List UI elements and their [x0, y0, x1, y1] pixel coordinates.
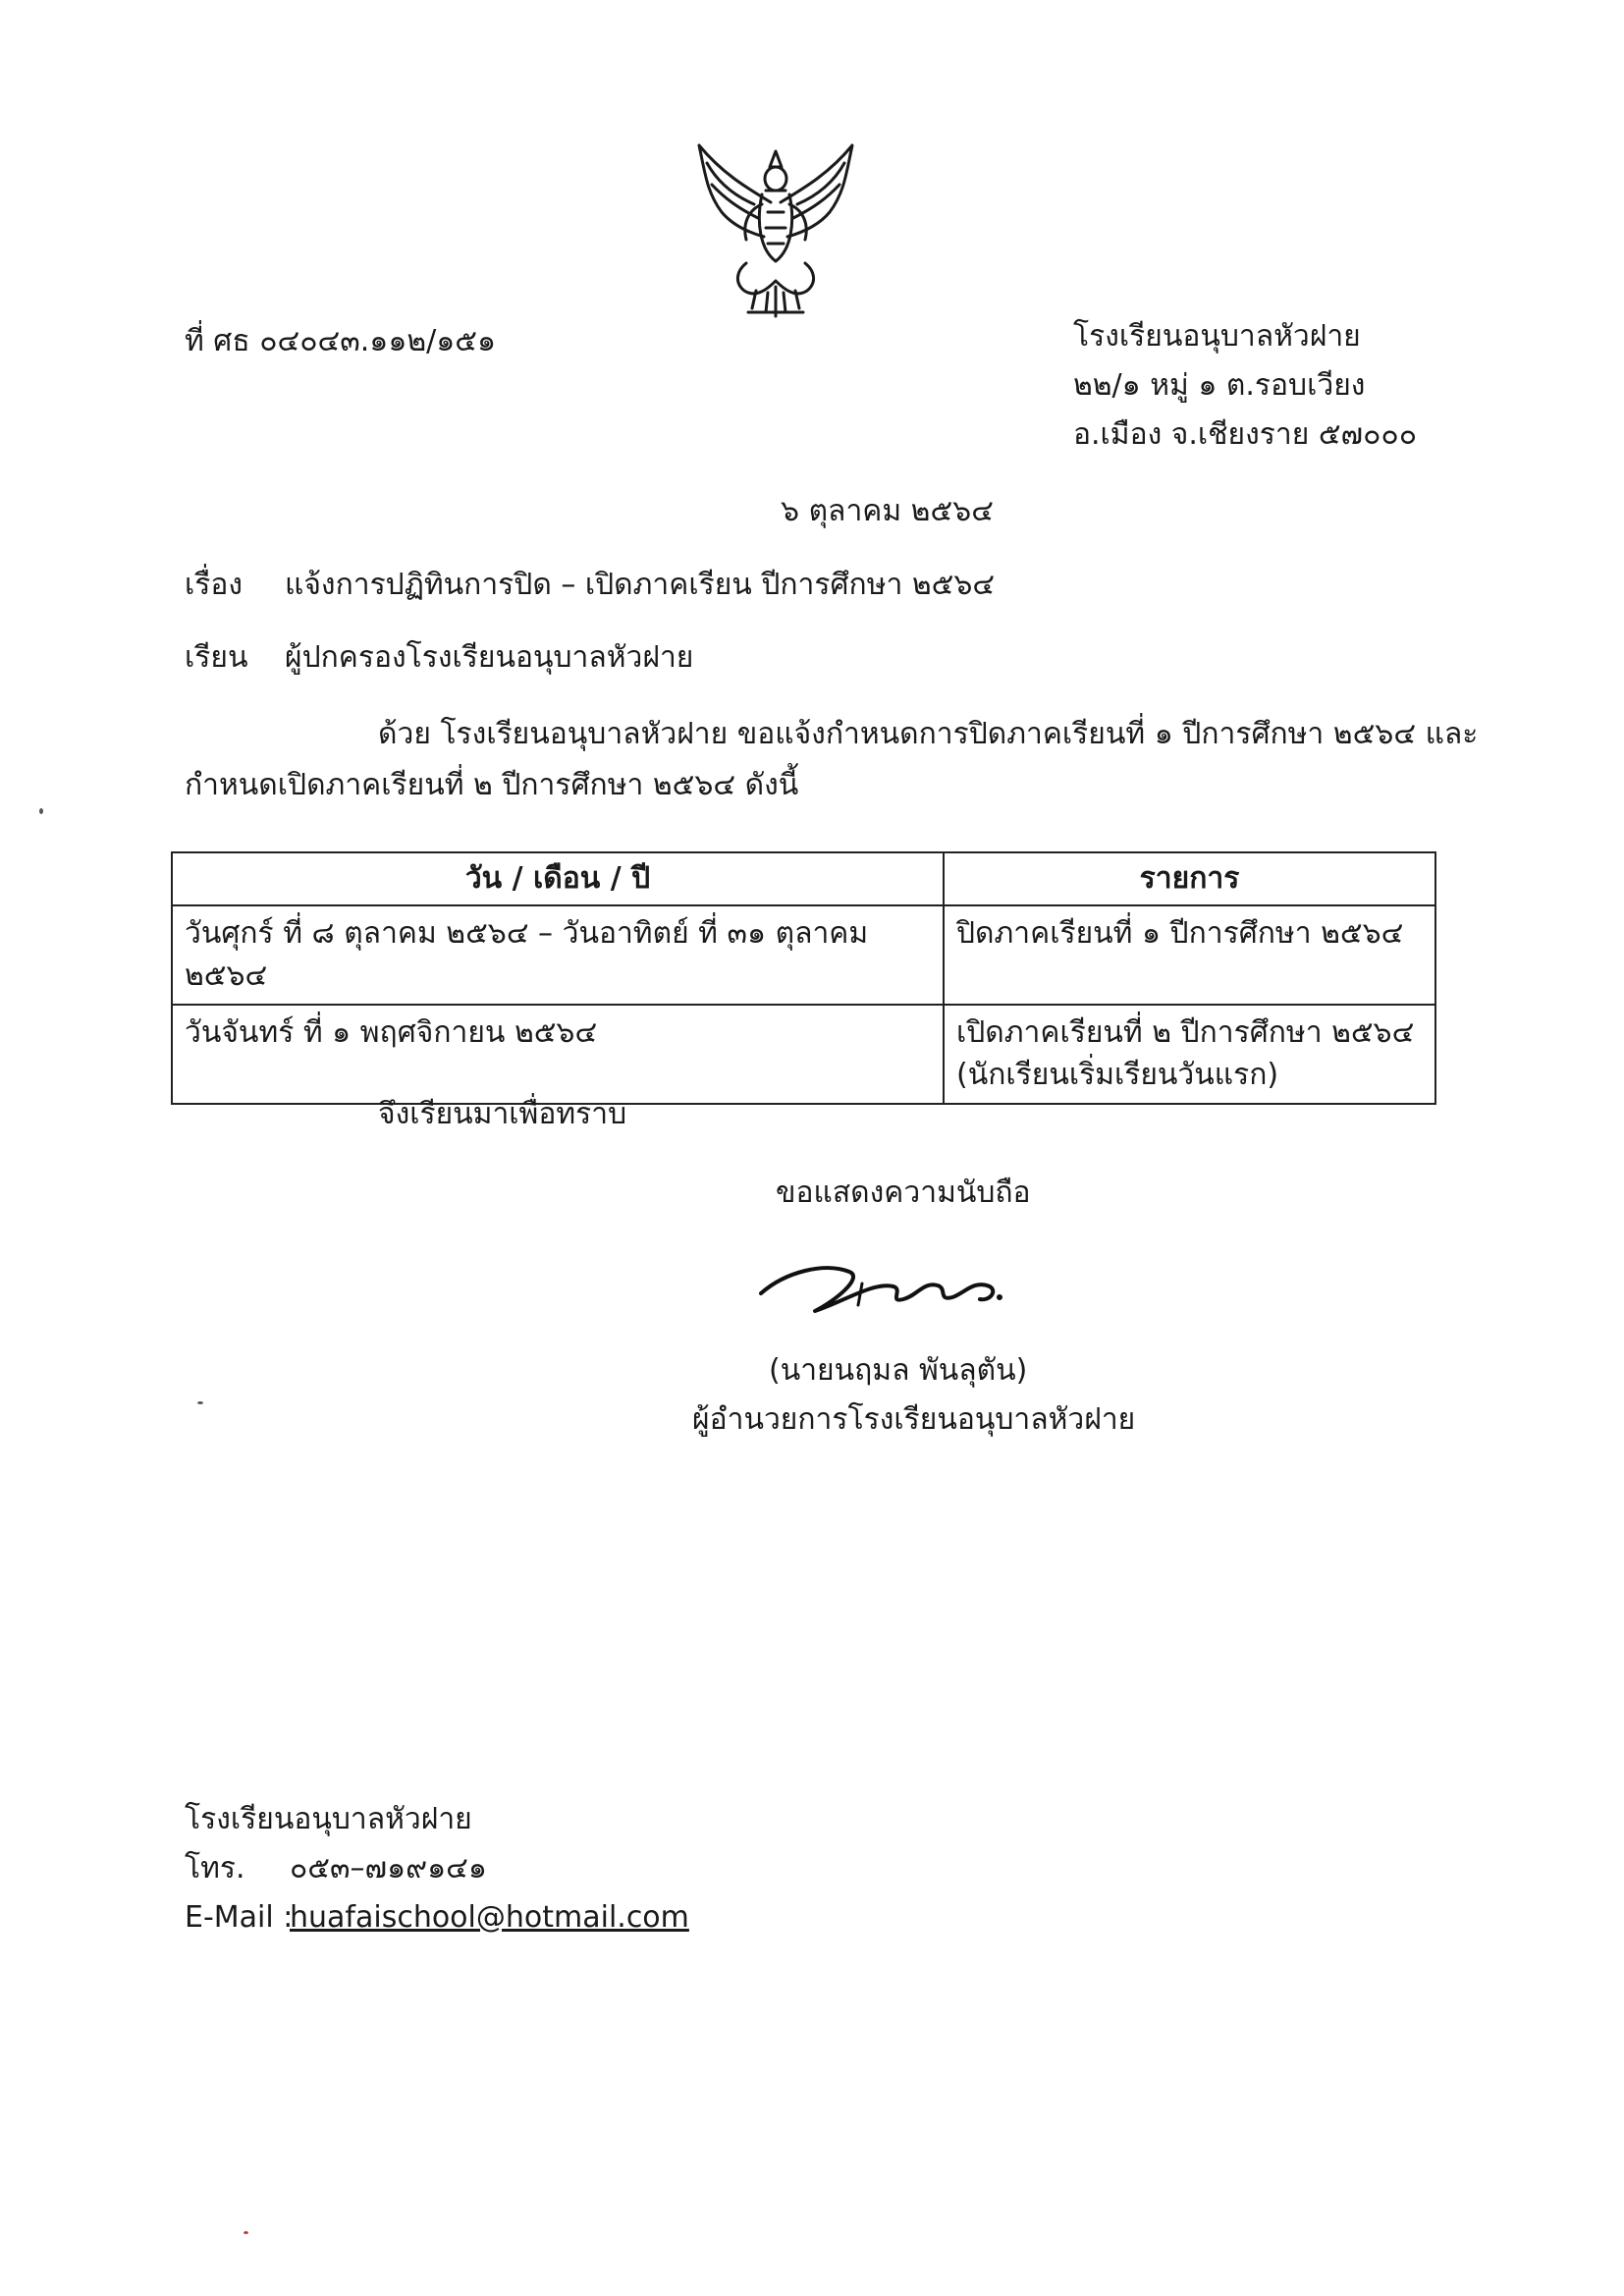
- table-header-date: วัน / เดือน / ปี: [172, 852, 944, 905]
- garuda-emblem-icon: [677, 134, 874, 330]
- recipient-text: ผู้ปกครองโรงเรียนอนุบาลหัวฝาย: [285, 640, 694, 675]
- subject-text: แจ้งการปฏิทินการปิด – เปิดภาคเรียน ปีการศึกษา ๒๕๖๔: [285, 568, 996, 602]
- table-cell-date: วันจันทร์ ที่ ๑ พฤศจิกายน ๒๕๖๔: [172, 1005, 944, 1104]
- address-line-street: ๒๒/๑ หมู่ ๑ ต.รอบเวียง: [1073, 368, 1366, 403]
- table-row: [172, 1005, 1435, 1104]
- table-cell-item: [944, 905, 1435, 1005]
- schedule-table: [171, 851, 1436, 1105]
- closing-notice: จึงเรียนมาเพื่อทราบ: [378, 1097, 627, 1131]
- table-header-item: รายการ: [944, 852, 1435, 905]
- footer-email-link[interactable]: huafaischool@hotmail.com: [290, 1900, 689, 1935]
- footer-phone-label: โทร.: [185, 1851, 245, 1886]
- footer-email-label: E-Mail :: [185, 1900, 294, 1935]
- table-row: [172, 905, 1435, 1005]
- body-paragraph-line-2: กำหนดเปิดภาคเรียนที่ ๒ ปีการศึกษา ๒๕๖๔ ดังนี้: [185, 768, 799, 802]
- address-line-school: โรงเรียนอนุบาลหัวฝาย: [1073, 319, 1361, 354]
- subject-label: เรื่อง: [185, 568, 244, 602]
- letter-date: ๖ ตุลาคม ๒๕๖๔: [781, 494, 994, 528]
- table-cell-item-line: (นักเรียนเริ่มเรียนวันแรก): [956, 1058, 1279, 1092]
- scan-speck: [244, 2231, 248, 2234]
- signer-name: (นายนฤมล พันลุตัน): [769, 1353, 1028, 1388]
- table-header-row: [172, 852, 1435, 905]
- table-cell-item-line: เปิดภาคเรียนที่ ๒ ปีการศึกษา ๒๕๖๔: [956, 1014, 1415, 1050]
- signature-icon: [756, 1242, 1011, 1321]
- reference-number: ที่ ศธ ๐๔๐๔๓.๑๑๒/๑๕๑: [185, 324, 497, 358]
- recipient-label: เรียน: [185, 640, 248, 675]
- scan-speck: [39, 808, 43, 814]
- table-cell-date: วันศุกร์ ที่ ๘ ตุลาคม ๒๕๖๔ – วันอาทิตย์ ที่ ๓๑ ตุลาคม ๒๕๖๔: [172, 905, 944, 1005]
- footer-school: โรงเรียนอนุบาลหัวฝาย: [185, 1802, 472, 1836]
- address-line-province: อ.เมือง จ.เชียงราย ๕๗๐๐๐: [1073, 417, 1418, 452]
- table-cell-item: [944, 1005, 1435, 1104]
- signer-title: ผู้อำนวยการโรงเรียนอนุบาลหัวฝาย: [692, 1402, 1136, 1437]
- scan-speck: [197, 1401, 203, 1404]
- closing-regards: ขอแสดงความนับถือ: [776, 1175, 1031, 1210]
- body-paragraph-line-1: ด้วย โรงเรียนอนุบาลหัวฝาย ขอแจ้งกำหนดการปิดภาคเรียนที่ ๑ ปีการศึกษา ๒๕๖๔ และ: [378, 717, 1479, 751]
- footer-phone: ๐๕๓–๗๑๙๑๔๑: [290, 1851, 487, 1886]
- table-cell-item-line: ปิดภาคเรียนที่ ๑ ปีการศึกษา ๒๕๖๔: [956, 915, 1404, 951]
